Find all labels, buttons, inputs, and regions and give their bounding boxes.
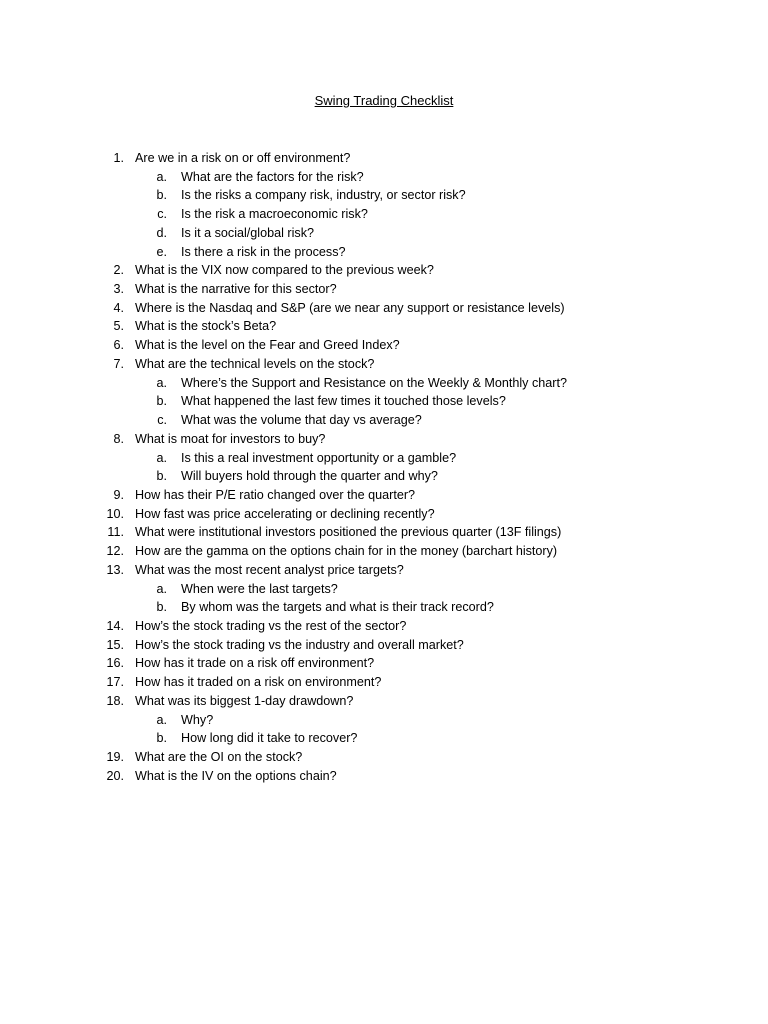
- checklist: [0, 149, 768, 785]
- list-text: How has it trade on a risk off environment?: [135, 656, 375, 671]
- list-text: What are the technical levels on the stock?: [135, 356, 375, 371]
- list-marker: 3.: [113, 282, 124, 297]
- list-text: How’s the stock trading vs the rest of the sector?: [135, 618, 407, 633]
- list-text: How’s the stock trading vs the industry and overall market?: [135, 637, 464, 652]
- list-text: Is the risk a macroeconomic risk?: [181, 207, 368, 222]
- list-text: When were the last targets?: [181, 581, 338, 596]
- list-marker: a.: [156, 581, 167, 596]
- list-marker: b.: [156, 188, 167, 203]
- list-text: By whom was the targets and what is their track record?: [181, 600, 494, 615]
- checklist-subitem: [0, 711, 768, 730]
- checklist-item: [0, 505, 768, 524]
- checklist-subitem: [0, 205, 768, 224]
- list-marker: 12.: [106, 544, 124, 559]
- checklist-item: [0, 542, 768, 561]
- checklist-item: [0, 261, 768, 280]
- list-marker: a.: [156, 712, 167, 727]
- list-text: How has their P/E ratio changed over the quarter?: [135, 487, 416, 502]
- checklist-subitem: [0, 580, 768, 599]
- list-text: What is the level on the Fear and Greed Index?: [135, 338, 400, 353]
- checklist-item: [0, 692, 768, 711]
- list-text: Why?: [181, 712, 214, 727]
- list-text: How fast was price accelerating or declining recently?: [135, 506, 435, 521]
- checklist-item: [0, 430, 768, 449]
- list-text: What happened the last few times it touched those levels?: [181, 394, 506, 409]
- list-text: Is the risks a company risk, industry, or sector risk?: [181, 188, 466, 203]
- list-marker: 9.: [113, 487, 124, 502]
- list-marker: 2.: [113, 263, 124, 278]
- list-marker: 1.: [113, 151, 124, 165]
- checklist-item: [0, 617, 768, 636]
- checklist-item: [0, 299, 768, 318]
- list-marker: 5.: [113, 319, 124, 334]
- checklist-subitem: [0, 374, 768, 393]
- document-title: Swing Trading Checklist: [314, 93, 454, 108]
- list-text: Is there a risk in the process?: [181, 244, 346, 259]
- checklist-item: [0, 673, 768, 692]
- checklist-subitem: [0, 449, 768, 468]
- list-text: How are the gamma on the options chain for in the money (barchart history): [135, 544, 558, 559]
- list-text: What is the IV on the options chain?: [135, 768, 337, 783]
- list-marker: a.: [156, 375, 167, 390]
- checklist-subitem: [0, 467, 768, 486]
- list-text: Where’s the Support and Resistance on the Weekly & Monthly chart?: [181, 375, 567, 390]
- list-marker: 13.: [106, 562, 124, 577]
- list-marker: 4.: [113, 300, 124, 315]
- checklist-subitem: [0, 392, 768, 411]
- list-marker: 19.: [106, 750, 124, 764]
- list-text: What are the factors for the risk?: [181, 169, 364, 184]
- checklist-item: [0, 767, 768, 786]
- list-text: How has it traded on a risk on environment?: [135, 675, 382, 690]
- list-text: Is this a real investment opportunity or a gamble?: [181, 450, 457, 465]
- checklist-item: [0, 748, 768, 767]
- list-text: What were institutional investors positioned the previous quarter (13F filings): [135, 525, 562, 540]
- checklist-item: [0, 636, 768, 655]
- list-marker: b.: [156, 731, 167, 746]
- checklist-subitem: [0, 168, 768, 187]
- checklist-item: [0, 149, 768, 168]
- list-text: Is it a social/global risk?: [181, 225, 314, 240]
- list-marker: b.: [156, 394, 167, 409]
- list-marker: 15.: [106, 637, 124, 652]
- checklist-subitem: [0, 598, 768, 617]
- list-marker: 8.: [113, 431, 124, 446]
- list-marker: 16.: [106, 656, 124, 671]
- checklist-subitem: [0, 243, 768, 262]
- list-text: What is the VIX now compared to the previous week?: [135, 263, 434, 278]
- checklist-item: [0, 654, 768, 673]
- checklist-subitem: [0, 411, 768, 430]
- list-marker: 10.: [106, 506, 124, 521]
- list-marker: c.: [157, 413, 167, 428]
- list-marker: b.: [156, 600, 167, 615]
- checklist-item: [0, 561, 768, 580]
- checklist-item: [0, 486, 768, 505]
- checklist-subitem: [0, 729, 768, 748]
- list-text: What was the most recent analyst price targets?: [135, 562, 404, 577]
- list-marker: 6.: [113, 338, 124, 353]
- list-marker: a.: [156, 450, 167, 465]
- list-marker: a.: [156, 169, 167, 184]
- list-marker: d.: [156, 225, 167, 240]
- list-text: What is the narrative for this sector?: [135, 282, 337, 297]
- checklist-item: [0, 336, 768, 355]
- checklist-item: [0, 317, 768, 336]
- list-text: What was the volume that day vs average?: [181, 413, 422, 428]
- list-marker: 11.: [107, 525, 124, 540]
- list-text: Where is the Nasdaq and S&P (are we near any support or resistance levels): [135, 300, 565, 315]
- checklist-subitem: [0, 186, 768, 205]
- list-text: Will buyers hold through the quarter and why?: [181, 469, 438, 484]
- list-text: How long did it take to recover?: [181, 731, 358, 746]
- list-marker: 7.: [113, 356, 124, 371]
- list-marker: 14.: [106, 618, 124, 633]
- list-marker: 20.: [106, 768, 124, 783]
- checklist-item: [0, 355, 768, 374]
- list-marker: b.: [156, 469, 167, 484]
- list-marker: c.: [157, 207, 167, 222]
- list-text: What is moat for investors to buy?: [135, 431, 326, 446]
- list-marker: e.: [156, 244, 167, 259]
- list-text: What is the stock’s Beta?: [135, 319, 277, 334]
- checklist-item: [0, 523, 768, 542]
- list-marker: 17.: [106, 675, 124, 690]
- list-marker: 18.: [106, 693, 124, 708]
- list-text: Are we in a risk on or off environment?: [135, 151, 351, 165]
- list-text: What was its biggest 1-day drawdown?: [135, 693, 354, 708]
- checklist-subitem: [0, 224, 768, 243]
- checklist-item: [0, 280, 768, 299]
- list-text: What are the OI on the stock?: [135, 750, 303, 764]
